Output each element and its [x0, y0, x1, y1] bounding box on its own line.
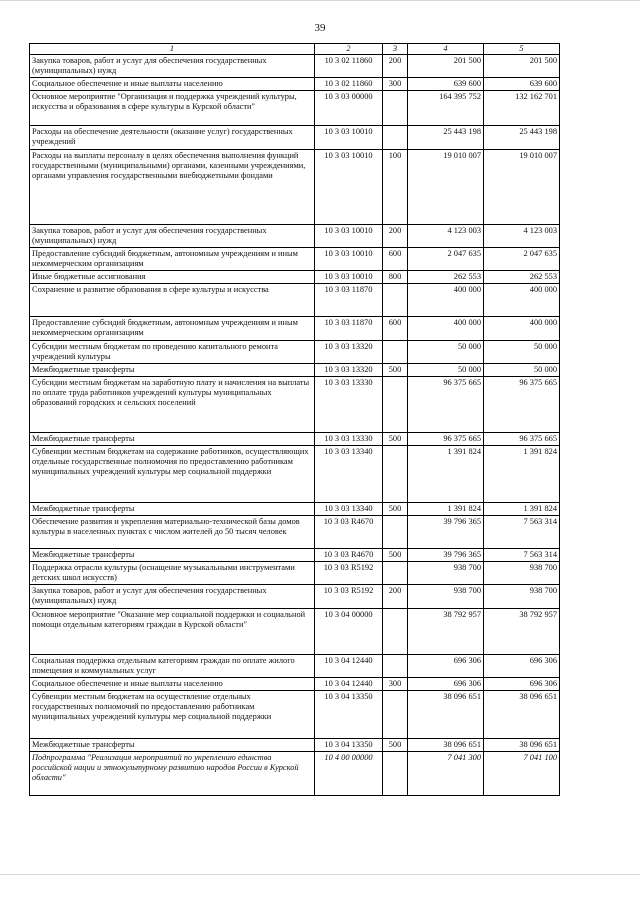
- cell-name: Закупка товаров, работ и услуг для обеспечения государственных (муниципальных) нужд: [30, 225, 315, 248]
- cell-vr: [383, 126, 408, 150]
- cell-name: Субсидии местным бюджетам по проведению капитального ремонта учреждений культуры: [30, 341, 315, 364]
- cell-name: Социальное обеспечение и иные выплаты населению: [30, 78, 315, 91]
- header-cell-code: 2: [315, 44, 383, 55]
- cell-name: Межбюджетные трансферты: [30, 433, 315, 446]
- cell-name: Межбюджетные трансферты: [30, 549, 315, 562]
- table-row: [30, 752, 560, 796]
- cell-name: Межбюджетные трансферты: [30, 503, 315, 516]
- cell-code: 10 3 02 11860: [315, 78, 383, 91]
- cell-code: 10 3 03 11870: [315, 284, 383, 317]
- header-cell-sum2: 5: [484, 44, 560, 55]
- cell-sum2: 696 306: [484, 678, 560, 691]
- cell-vr: [383, 91, 408, 126]
- budget-table-body: [30, 44, 560, 796]
- cell-vr: 600: [383, 248, 408, 271]
- cell-sum1: 50 000: [408, 341, 484, 364]
- table-row: [30, 91, 560, 126]
- cell-code: 10 3 03 R5192: [315, 585, 383, 609]
- cell-vr: [383, 752, 408, 796]
- cell-code: 10 3 03 13320: [315, 364, 383, 377]
- table-row: [30, 585, 560, 609]
- cell-code: 10 3 03 10010: [315, 225, 383, 248]
- cell-sum2: 96 375 665: [484, 433, 560, 446]
- cell-vr: [383, 516, 408, 549]
- cell-sum2: 262 553: [484, 271, 560, 284]
- cell-sum2: 132 162 701: [484, 91, 560, 126]
- cell-vr: 800: [383, 271, 408, 284]
- cell-sum2: 25 443 198: [484, 126, 560, 150]
- cell-code: 10 3 02 11860: [315, 55, 383, 78]
- cell-code: 10 3 03 10010: [315, 271, 383, 284]
- cell-vr: 300: [383, 678, 408, 691]
- cell-code: 10 3 03 11870: [315, 317, 383, 341]
- cell-sum2: 38 792 957: [484, 609, 560, 655]
- cell-code: 10 3 04 13350: [315, 691, 383, 739]
- cell-vr: [383, 691, 408, 739]
- cell-vr: 500: [383, 549, 408, 562]
- cell-name: Иные бюджетные ассигнования: [30, 271, 315, 284]
- cell-vr: 500: [383, 364, 408, 377]
- cell-sum1: 19 010 007: [408, 150, 484, 225]
- cell-sum1: 1 391 824: [408, 446, 484, 503]
- cell-sum2: 38 096 651: [484, 739, 560, 752]
- cell-sum1: 39 796 365: [408, 549, 484, 562]
- cell-code: 10 3 03 10010: [315, 150, 383, 225]
- cell-sum1: 639 600: [408, 78, 484, 91]
- cell-vr: 200: [383, 55, 408, 78]
- table-row: [30, 284, 560, 317]
- cell-vr: 300: [383, 78, 408, 91]
- cell-sum1: 696 306: [408, 655, 484, 678]
- cell-sum2: 50 000: [484, 364, 560, 377]
- table-row: [30, 655, 560, 678]
- cell-sum2: 50 000: [484, 341, 560, 364]
- cell-code: 10 3 03 13330: [315, 433, 383, 446]
- cell-sum2: 7 041 100: [484, 752, 560, 796]
- table-header-row: [30, 44, 560, 55]
- cell-sum1: 938 700: [408, 585, 484, 609]
- cell-code: 10 4 00 00000: [315, 752, 383, 796]
- cell-sum2: 696 306: [484, 655, 560, 678]
- scan-top-edge: [0, 0, 640, 1]
- cell-code: 10 3 03 13320: [315, 341, 383, 364]
- cell-sum1: 1 391 824: [408, 503, 484, 516]
- header-cell-name: 1: [30, 44, 315, 55]
- cell-vr: [383, 446, 408, 503]
- table-row: [30, 609, 560, 655]
- header-cell-vr: 3: [383, 44, 408, 55]
- table-row: [30, 341, 560, 364]
- cell-vr: 100: [383, 150, 408, 225]
- cell-sum1: 2 047 635: [408, 248, 484, 271]
- cell-sum2: 4 123 003: [484, 225, 560, 248]
- cell-vr: [383, 655, 408, 678]
- cell-sum2: 1 391 824: [484, 446, 560, 503]
- cell-sum1: 38 096 651: [408, 739, 484, 752]
- table-row: [30, 691, 560, 739]
- cell-sum1: 39 796 365: [408, 516, 484, 549]
- cell-sum1: 7 041 300: [408, 752, 484, 796]
- table-row: [30, 150, 560, 225]
- cell-code: 10 3 03 13340: [315, 446, 383, 503]
- cell-name: Межбюджетные трансферты: [30, 739, 315, 752]
- cell-name: Основное мероприятие "Оказание мер социальной поддержки и социальной помощи отдельным категориям граждан в Курской области": [30, 609, 315, 655]
- table-row: [30, 377, 560, 433]
- cell-code: 10 3 03 R5192: [315, 562, 383, 585]
- cell-name: Подпрограмма "Реализация мероприятий по укреплению единства российской нации и этнокультурному развитию народов России в Курской области": [30, 752, 315, 796]
- table-row: [30, 126, 560, 150]
- cell-name: Расходы на обеспечение деятельности (оказание услуг) государственных учреждений: [30, 126, 315, 150]
- cell-sum1: 38 096 651: [408, 691, 484, 739]
- header-cell-sum1: 4: [408, 44, 484, 55]
- cell-sum2: 400 000: [484, 284, 560, 317]
- cell-name: Расходы на выплаты персоналу в целях обеспечения выполнения функций государственными (муниципальными) органами, казенными учреждениями, органами управления государственными внебюджетными фондами: [30, 150, 315, 225]
- table-row: [30, 446, 560, 503]
- table-row: [30, 549, 560, 562]
- cell-sum2: 7 563 314: [484, 549, 560, 562]
- budget-table: [29, 43, 560, 796]
- cell-name: Закупка товаров, работ и услуг для обеспечения государственных (муниципальных) нужд: [30, 585, 315, 609]
- cell-vr: 500: [383, 503, 408, 516]
- table-row: [30, 364, 560, 377]
- cell-name: Субвенции местным бюджетам на осуществление отдельных государственных полномочий по предоставлению работникам муниципальных учреждений культуры мер социальной поддержки: [30, 691, 315, 739]
- cell-sum2: 938 700: [484, 585, 560, 609]
- cell-sum1: 50 000: [408, 364, 484, 377]
- cell-name: Обеспечение развития и укрепления материально-технической базы домов культуры в населенных пунктах с числом жителей до 50 тысяч человек: [30, 516, 315, 549]
- cell-code: 10 3 03 10010: [315, 248, 383, 271]
- cell-sum2: 938 700: [484, 562, 560, 585]
- cell-vr: [383, 377, 408, 433]
- cell-name: Предоставление субсидий бюджетным, автономным учреждениям и иным некоммерческим организациям: [30, 317, 315, 341]
- page-number: 39: [314, 22, 326, 34]
- cell-sum1: 400 000: [408, 284, 484, 317]
- cell-sum1: 164 395 752: [408, 91, 484, 126]
- table-row: [30, 55, 560, 78]
- table-row: [30, 433, 560, 446]
- cell-vr: [383, 609, 408, 655]
- cell-name: Социальная поддержка отдельным категориям граждан по оплате жилого помещения и коммунальных услуг: [30, 655, 315, 678]
- cell-name: Поддержка отрасли культуры (оснащение музыкальными инструментами детских школ искусств): [30, 562, 315, 585]
- scan-bottom-edge: [0, 874, 640, 875]
- cell-sum2: 639 600: [484, 78, 560, 91]
- cell-code: 10 3 03 13330: [315, 377, 383, 433]
- cell-sum1: 938 700: [408, 562, 484, 585]
- cell-code: 10 3 04 12440: [315, 678, 383, 691]
- cell-sum2: 201 500: [484, 55, 560, 78]
- cell-sum2: 38 096 651: [484, 691, 560, 739]
- cell-sum1: 201 500: [408, 55, 484, 78]
- cell-code: 10 3 03 10010: [315, 126, 383, 150]
- table-row: [30, 317, 560, 341]
- cell-sum1: 38 792 957: [408, 609, 484, 655]
- cell-code: 10 3 04 00000: [315, 609, 383, 655]
- cell-vr: 600: [383, 317, 408, 341]
- cell-code: 10 3 03 00000: [315, 91, 383, 126]
- cell-code: 10 3 04 13350: [315, 739, 383, 752]
- table-row: [30, 78, 560, 91]
- cell-sum1: 96 375 665: [408, 377, 484, 433]
- cell-sum2: 7 563 314: [484, 516, 560, 549]
- table-row: [30, 503, 560, 516]
- table-row: [30, 248, 560, 271]
- cell-name: Основное мероприятие "Организация и поддержка учреждений культуры, искусства и образования в сфере культуры в Курской области": [30, 91, 315, 126]
- cell-sum1: 400 000: [408, 317, 484, 341]
- cell-sum2: 2 047 635: [484, 248, 560, 271]
- table-row: [30, 225, 560, 248]
- table-row: [30, 516, 560, 549]
- cell-sum1: 25 443 198: [408, 126, 484, 150]
- cell-vr: [383, 562, 408, 585]
- cell-vr: 500: [383, 739, 408, 752]
- cell-sum1: 262 553: [408, 271, 484, 284]
- cell-code: 10 3 03 R4670: [315, 516, 383, 549]
- cell-sum1: 696 306: [408, 678, 484, 691]
- cell-name: Предоставление субсидий бюджетным, автономным учреждениям и иным некоммерческим организациям: [30, 248, 315, 271]
- cell-name: Субсидии местным бюджетам на заработную плату и начисления на выплаты по оплате труда работников учреждений культуры муниципальных образований городских и сельских поселений: [30, 377, 315, 433]
- cell-name: Сохранение и развитие образования в сфере культуры и искусства: [30, 284, 315, 317]
- cell-sum1: 4 123 003: [408, 225, 484, 248]
- cell-sum2: 19 010 007: [484, 150, 560, 225]
- cell-vr: 500: [383, 433, 408, 446]
- cell-name: Социальное обеспечение и иные выплаты населению: [30, 678, 315, 691]
- cell-sum2: 1 391 824: [484, 503, 560, 516]
- cell-vr: [383, 284, 408, 317]
- cell-vr: 200: [383, 585, 408, 609]
- cell-name: Закупка товаров, работ и услуг для обеспечения государственных (муниципальных) нужд: [30, 55, 315, 78]
- table-row: [30, 562, 560, 585]
- cell-name: Межбюджетные трансферты: [30, 364, 315, 377]
- cell-sum2: 96 375 665: [484, 377, 560, 433]
- cell-vr: [383, 341, 408, 364]
- cell-vr: 200: [383, 225, 408, 248]
- cell-sum2: 400 000: [484, 317, 560, 341]
- table-row: [30, 678, 560, 691]
- cell-name: Субвенции местным бюджетам на содержание работников, осуществляющих отдельные государственные полномочия по предоставлению работникам муниципальных учреждений культуры мер социальной поддержки: [30, 446, 315, 503]
- cell-code: 10 3 03 13340: [315, 503, 383, 516]
- cell-code: 10 3 04 12440: [315, 655, 383, 678]
- cell-code: 10 3 03 R4670: [315, 549, 383, 562]
- cell-sum1: 96 375 665: [408, 433, 484, 446]
- table-row: [30, 739, 560, 752]
- table-row: [30, 271, 560, 284]
